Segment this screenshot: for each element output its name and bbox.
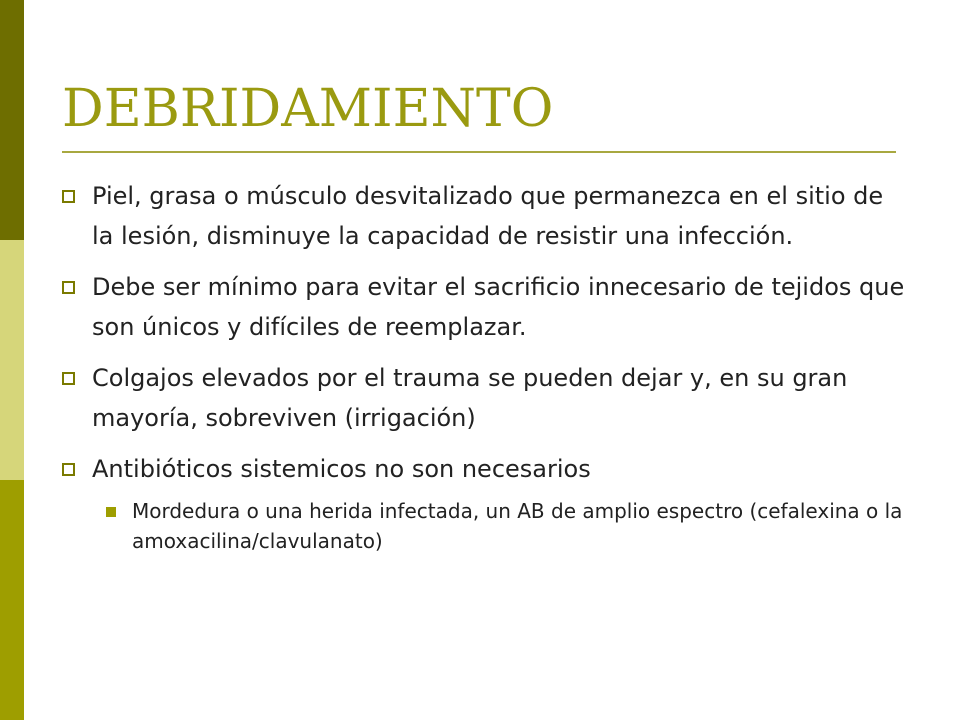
bullet-item: [62, 358, 912, 438]
slide-title: DEBRIDAMIENTO: [62, 79, 554, 139]
bullet-text: Piel, grasa o músculo desvitalizado que permanezca en el sitio de la lesión, disminuye la capacidad de resistir una infección.: [92, 182, 884, 250]
bullet-item: [62, 449, 912, 489]
square-bullet-icon: [62, 190, 75, 203]
accent-bar-segment-top: [0, 0, 24, 240]
square-bullet-icon: [62, 372, 75, 385]
square-bullet-icon: [62, 463, 75, 476]
slide-content: [62, 176, 912, 556]
bullet-text: Antibióticos sistemicos no son necesarios: [92, 455, 591, 483]
bullet-item: [62, 176, 912, 256]
bullet-text: Colgajos elevados por el trauma se pueden dejar y, en su gran mayoría, sobreviven (irrigación): [92, 364, 848, 432]
filled-square-bullet-icon: [106, 507, 116, 517]
accent-bar-segment-middle: [0, 240, 24, 480]
square-bullet-icon: [62, 281, 75, 294]
accent-bar-segment-bottom: [0, 480, 24, 720]
sub-bullet-text: Mordedura o una herida infectada, un AB de amplio espectro (cefalexina o la amoxacilina/clavulanato): [132, 499, 903, 553]
bullet-item: [62, 267, 912, 347]
left-accent-bar: [0, 0, 24, 720]
sub-bullet-item: [62, 496, 912, 556]
title-divider: [62, 151, 896, 153]
bullet-text: Debe ser mínimo para evitar el sacrificio innecesario de tejidos que son únicos y difíciles de reemplazar.: [92, 273, 905, 341]
